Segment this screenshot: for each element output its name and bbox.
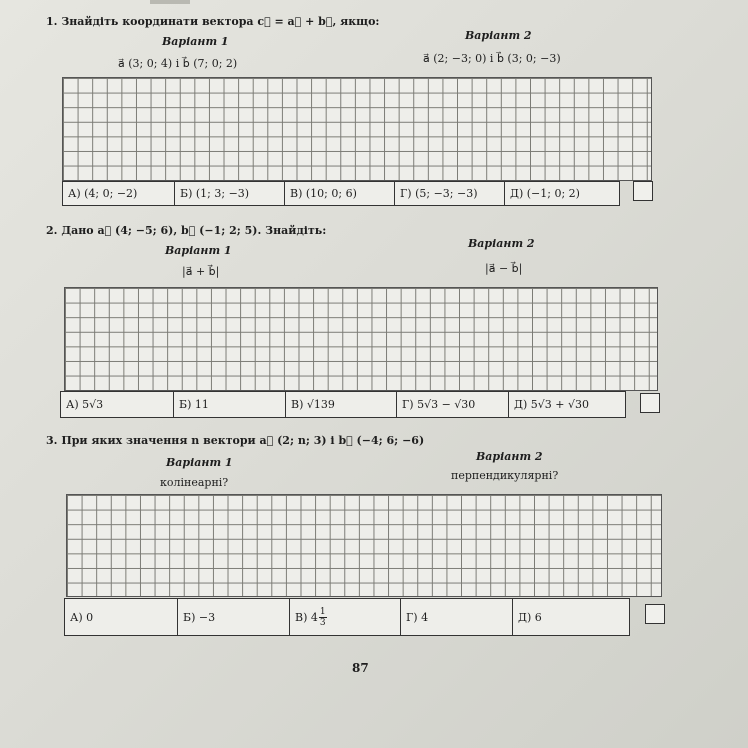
q2-answer-e[interactable]: Д) 5√3 + √30 <box>514 398 589 411</box>
fraction-numerator: 1 <box>319 606 326 617</box>
q2-answer-box[interactable] <box>640 393 660 413</box>
q2-variant1-text: |a⃗ + b⃗| <box>182 265 220 278</box>
q2-variant1-label: Варіант 1 <box>165 244 232 257</box>
q1-answer-d[interactable]: Г) (5; −3; −3) <box>395 182 505 205</box>
q3-answer-a[interactable]: А) 0 <box>65 599 178 635</box>
q1-answer-b[interactable]: Б) (1; 3; −3) <box>175 182 285 205</box>
q3-answer-b[interactable]: Б) −3 <box>178 599 290 635</box>
q2-answer-c[interactable]: В) √139 <box>286 392 397 417</box>
q2-answer-d[interactable]: Г) 5√3 − √30 <box>397 392 509 417</box>
q3-answer-d[interactable]: Г) 4 <box>401 599 513 635</box>
q3-answer-e[interactable]: Д) 6 <box>518 610 542 624</box>
q1-answer-row <box>62 181 620 206</box>
q3-answer-c-fraction <box>319 607 327 628</box>
q2-work-grid[interactable] <box>64 287 658 391</box>
q1-answer-a[interactable]: А) (4; 0; −2) <box>63 182 175 205</box>
q3-answer-c-label: В) 4 <box>295 610 318 624</box>
q3-title: 3. При яких значення n вектори a⃗ (2; n; 3) і b⃗ (−4; 6; −6) <box>46 434 425 447</box>
q2-variant2-label: Варіант 2 <box>468 237 535 250</box>
q1-variant2-label: Варіант 2 <box>465 29 532 42</box>
q1-variant1-text: a⃗ (3; 0; 4) і b⃗ (7; 0; 2) <box>118 57 238 70</box>
q1-answer-box[interactable] <box>633 181 653 201</box>
q1-variant1-label: Варіант 1 <box>162 35 229 48</box>
q3-answer-c[interactable] <box>290 599 401 635</box>
q1-title: 1. Знайдіть координати вектора c⃗ = a⃗ + b⃗, якщо: <box>46 15 380 28</box>
q2-answer-a[interactable]: А) 5√3 <box>61 392 174 417</box>
fraction-denominator: 3 <box>319 617 326 628</box>
q3-variant2-text: перпендикулярні? <box>451 469 559 482</box>
q1-answer-e[interactable]: Д) (−1; 0; 2) <box>510 187 580 200</box>
q3-answer-row <box>64 598 630 636</box>
page-top-edge <box>150 0 190 4</box>
q3-answer-box[interactable] <box>645 604 665 624</box>
q2-answer-b[interactable]: Б) 11 <box>174 392 286 417</box>
q2-title: 2. Дано a⃗ (4; −5; 6), b⃗ (−1; 2; 5). Знайдіть: <box>46 224 327 237</box>
q2-variant2-text: |a⃗ − b⃗| <box>485 262 523 275</box>
q1-variant2-text: a⃗ (2; −3; 0) і b⃗ (3; 0; −3) <box>423 52 561 65</box>
q3-work-grid[interactable] <box>66 494 662 597</box>
q1-answer-c[interactable]: В) (10; 0; 6) <box>285 182 395 205</box>
q3-variant1-text: колінеарні? <box>160 476 229 489</box>
q2-answer-row <box>60 391 626 418</box>
q3-variant1-label: Варіант 1 <box>166 456 233 469</box>
q1-work-grid[interactable] <box>62 77 652 181</box>
q3-variant2-label: Варіант 2 <box>476 450 543 463</box>
page-number: 87 <box>352 661 369 675</box>
